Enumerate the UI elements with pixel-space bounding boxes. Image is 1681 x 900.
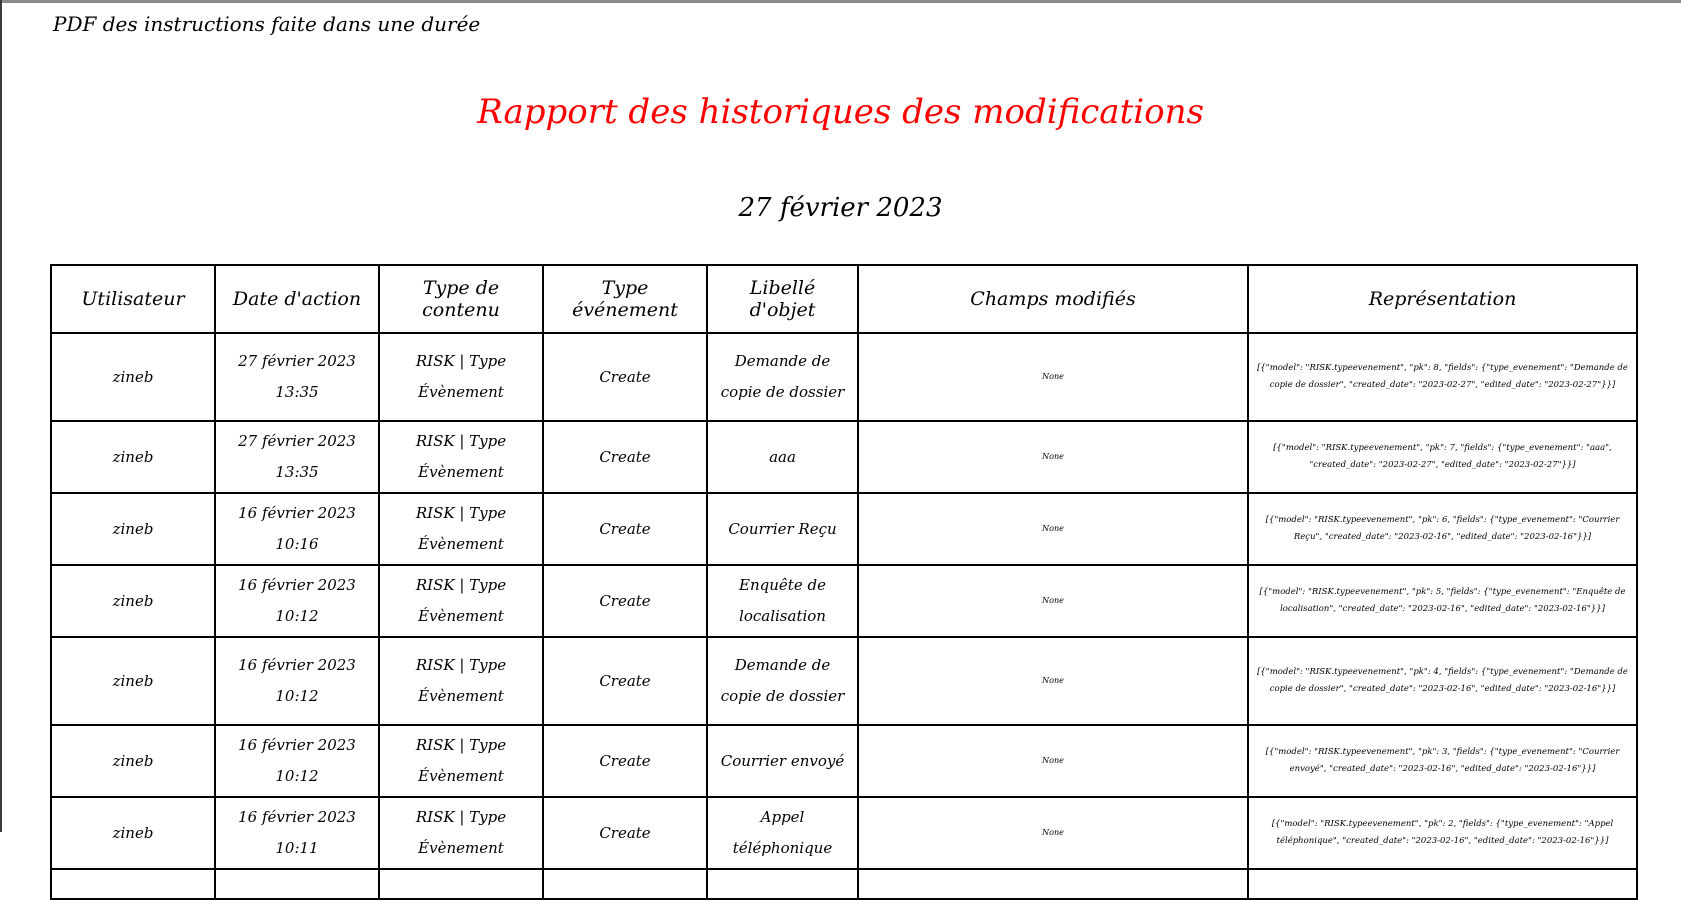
report-date: 27 février 2023 [738, 193, 943, 223]
table-row [51, 421, 1637, 493]
cell-event-type: Create [543, 421, 707, 493]
cell-representation: [{"model": "RISK.typeevenement", "pk": 4, "fields": {"type_evenement": "Demande de copie de dossier", "created_date": "2023-02-16", "edited_date": "2023-02-16"}}] [1248, 637, 1637, 725]
cell-action-date: 16 février 2023 10:12 [215, 637, 379, 725]
cell-representation: [{"model": "RISK.typeevenement", "pk": 8, "fields": {"type_evenement": "Demande de copie de dossier", "created_date": "2023-02-27", "edited_date": "2023-02-27"}}] [1248, 333, 1637, 421]
cell-content-type: RISK | Type Évènement [379, 565, 543, 637]
cell-event-type: Create [543, 637, 707, 725]
table-row [51, 797, 1637, 869]
cell-user: zineb [51, 637, 215, 725]
cell-content-type: RISK | Type Évènement [379, 725, 543, 797]
cell-modified-fields: None [858, 797, 1248, 869]
cell-representation: [{"model": "RISK.typeevenement", "pk": 3, "fields": {"type_evenement": "Courrier envoyé", "created_date": "2023-02-16", "edited_date": "2023-02-16"}}] [1248, 725, 1637, 797]
cell-object-label: Courrier envoyé [707, 725, 858, 797]
history-table [50, 264, 1638, 900]
table-row [51, 565, 1637, 637]
document-header: PDF des instructions faite dans une durée [53, 12, 481, 36]
table-row [51, 333, 1637, 421]
cell-event-type: Create [543, 565, 707, 637]
cell-content-type: RISK | Type Évènement [379, 493, 543, 565]
header-object-label: Libellé d'objet [707, 265, 858, 333]
cell-modified-fields: None [858, 637, 1248, 725]
cell-action-date: 16 février 2023 10:12 [215, 725, 379, 797]
report-title: Rapport des historiques des modifications [477, 92, 1204, 132]
table-row-partial [51, 869, 1637, 899]
cell-user: zineb [51, 421, 215, 493]
cell-object-label: Appel téléphonique [707, 797, 858, 869]
cell-object-label: Courrier Reçu [707, 493, 858, 565]
cell-content-type: RISK | Type Évènement [379, 637, 543, 725]
cell-user: zineb [51, 333, 215, 421]
cell-action-date: 16 février 2023 10:11 [215, 797, 379, 869]
header-modified-fields: Champs modifiés [858, 265, 1248, 333]
cell-event-type: Create [543, 725, 707, 797]
cell-representation: [{"model": "RISK.typeevenement", "pk": 5, "fields": {"type_evenement": "Enquête de localisation", "created_date": "2023-02-16", "edited_date": "2023-02-16"}}] [1248, 565, 1637, 637]
cell-content-type: RISK | Type Évènement [379, 797, 543, 869]
header-action-date: Date d'action [215, 265, 379, 333]
cell-user: zineb [51, 797, 215, 869]
cell-content-type: RISK | Type Évènement [379, 421, 543, 493]
table-row [51, 637, 1637, 725]
cell-object-label: aaa [707, 421, 858, 493]
cell-event-type: Create [543, 333, 707, 421]
header-content-type: Type de contenu [379, 265, 543, 333]
cell-action-date: 27 février 2023 13:35 [215, 333, 379, 421]
table-row [51, 493, 1637, 565]
header-user: Utilisateur [51, 265, 215, 333]
table-header-row [51, 265, 1637, 333]
cell-action-date: 16 février 2023 10:12 [215, 565, 379, 637]
cell-object-label: Demande de copie de dossier [707, 637, 858, 725]
table-row [51, 725, 1637, 797]
cell-event-type: Create [543, 797, 707, 869]
header-event-type: Type événement [543, 265, 707, 333]
cell-action-date: 16 février 2023 10:16 [215, 493, 379, 565]
cell-event-type: Create [543, 493, 707, 565]
cell-modified-fields: None [858, 725, 1248, 797]
cell-user: zineb [51, 725, 215, 797]
cell-object-label: Enquête de localisation [707, 565, 858, 637]
cell-representation: [{"model": "RISK.typeevenement", "pk": 6, "fields": {"type_evenement": "Courrier Reçu", "created_date": "2023-02-16", "edited_date": "2023-02-16"}}] [1248, 493, 1637, 565]
cell-content-type: RISK | Type Évènement [379, 333, 543, 421]
header-representation: Représentation [1248, 265, 1637, 333]
cell-modified-fields: None [858, 421, 1248, 493]
cell-modified-fields: None [858, 565, 1248, 637]
cell-representation: [{"model": "RISK.typeevenement", "pk": 7, "fields": {"type_evenement": "aaa", "created_date": "2023-02-27", "edited_date": "2023-02-27"}}] [1248, 421, 1637, 493]
viewer-top-edge [0, 0, 1681, 3]
cell-action-date: 27 février 2023 13:35 [215, 421, 379, 493]
cell-modified-fields: None [858, 493, 1248, 565]
cell-representation: [{"model": "RISK.typeevenement", "pk": 2, "fields": {"type_evenement": "Appel téléphonique", "created_date": "2023-02-16", "edited_date": "2023-02-16"}}] [1248, 797, 1637, 869]
cell-user: zineb [51, 565, 215, 637]
cell-object-label: Demande de copie de dossier [707, 333, 858, 421]
cell-modified-fields: None [858, 333, 1248, 421]
cell-user: zineb [51, 493, 215, 565]
